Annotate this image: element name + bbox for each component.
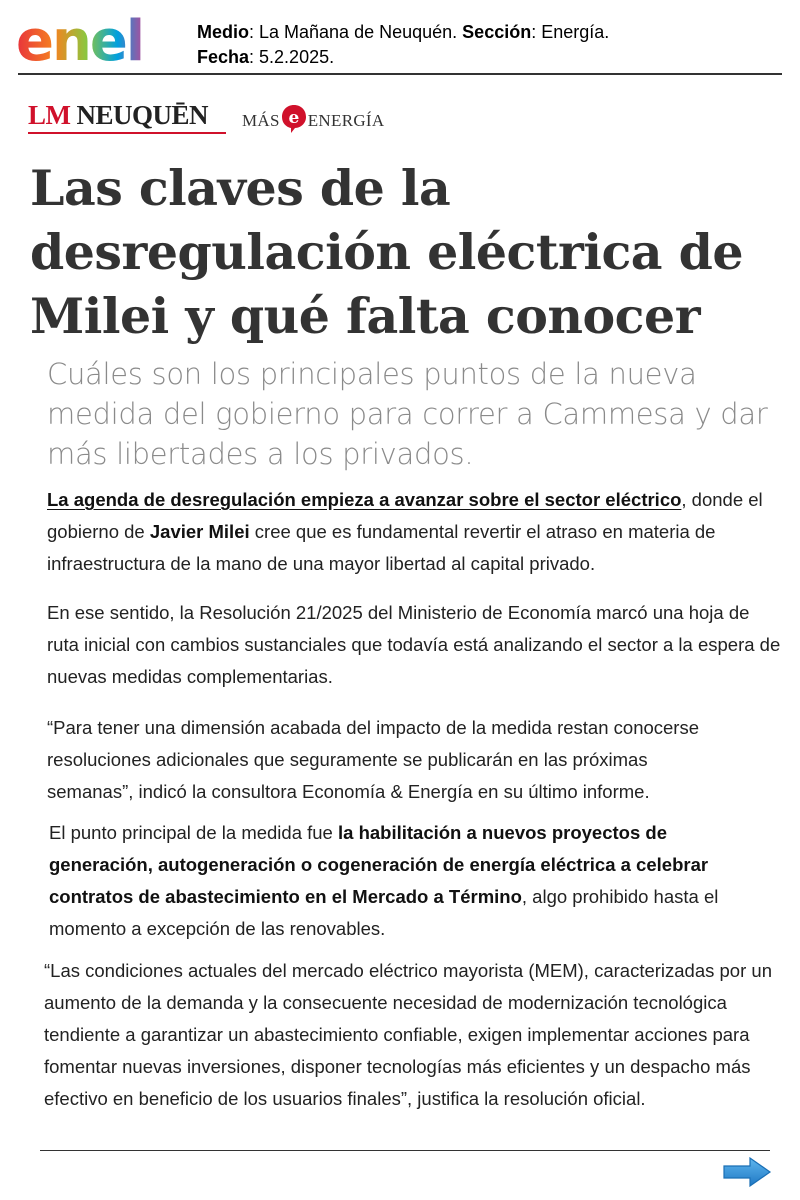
footer-divider (40, 1150, 770, 1151)
paragraph-1 (47, 484, 782, 580)
fecha-value: : 5.2.2025. (249, 47, 335, 67)
clipping-meta (197, 20, 609, 70)
paragraph-2: En ese sentido, la Resolución 21/2025 del Ministerio de Economía marcó una hoja de ruta inicial con cambios sustanciales que todavía está analizando el sector a la espera de nuevas medidas complementarias. (47, 602, 781, 687)
lm-neuquen-logo (28, 100, 208, 131)
p1-bold: Javier Milei (149, 521, 250, 542)
svg-text:e: e (288, 108, 300, 128)
mas-energia-logo (242, 104, 384, 134)
agenda-link[interactable]: La agenda de desregulación empieza a avanzar sobre el sector eléctrico (47, 489, 682, 510)
header-divider (18, 73, 782, 75)
seccion-value: : Energía. (531, 22, 610, 42)
p4-text-a: El punto principal de la medida fue (49, 822, 338, 843)
medio-value: : La Mañana de Neuquén. (249, 22, 463, 42)
clipping-header (0, 0, 800, 78)
energia-badge-icon (281, 104, 307, 134)
lm-logo-text: LM (28, 100, 71, 130)
paragraph-4 (49, 817, 749, 945)
seccion-label: Sección (462, 22, 532, 42)
article-title: Las claves de la desregulación eléctrica de Milei y qué falta conocer (30, 159, 744, 345)
paragraph-5: “Las condiciones actuales del mercado eléctrico mayorista (MEM), caracterizadas por un aumento de la demanda y la consecuente necesidad de modernización tecnológica tendiente a garantizar un abastecimiento confiable, exigen implementar acciones para fomentar nuevas inversiones, disponer tecnologías más eficientes y un despacho más efectivo en beneficio de los usuarios finales”, justifica la resolución oficial. (44, 960, 772, 1109)
logo-underline (28, 132, 226, 134)
mas-text: MÁS (242, 111, 280, 130)
enel-logo (16, 8, 176, 70)
fecha-label: Fecha (197, 47, 250, 67)
p4-text-b: , algo prohibido hasta el momento a excepción de las renovables. (49, 886, 719, 939)
paragraph-3: “Para tener una dimensión acabada del impacto de la medida restan conocerse resoluciones adicionales que seguramente se publicarán en las próximas semanas”, indicó la consultora Economía & Energía en su último informe. (47, 717, 700, 802)
p1-text-b: cree que es fundamental revertir el atraso en materia de infraestructura de la mano de una mayor libertad al capital privado. (47, 521, 716, 574)
arrow-right-icon[interactable] (722, 1156, 772, 1188)
neuquen-logo-text: NEUQUĒN (76, 100, 209, 130)
p4-bold: la habilitación a nuevos proyectos de generación, autogeneración o cogeneración de energía eléctrica a celebrar contratos de abastecimiento en el Mercado a Término (49, 822, 709, 907)
article-subtitle: Cuáles son los principales puntos de la nueva medida del gobierno para correr a Cammesa y dar más libertades a los privados. (47, 357, 768, 471)
p1-text-a: , donde el gobierno de (47, 489, 763, 542)
energia-text: ENERGÍA (307, 111, 385, 130)
svg-text:enel: enel (16, 9, 144, 70)
medio-label: Medio (197, 22, 249, 42)
